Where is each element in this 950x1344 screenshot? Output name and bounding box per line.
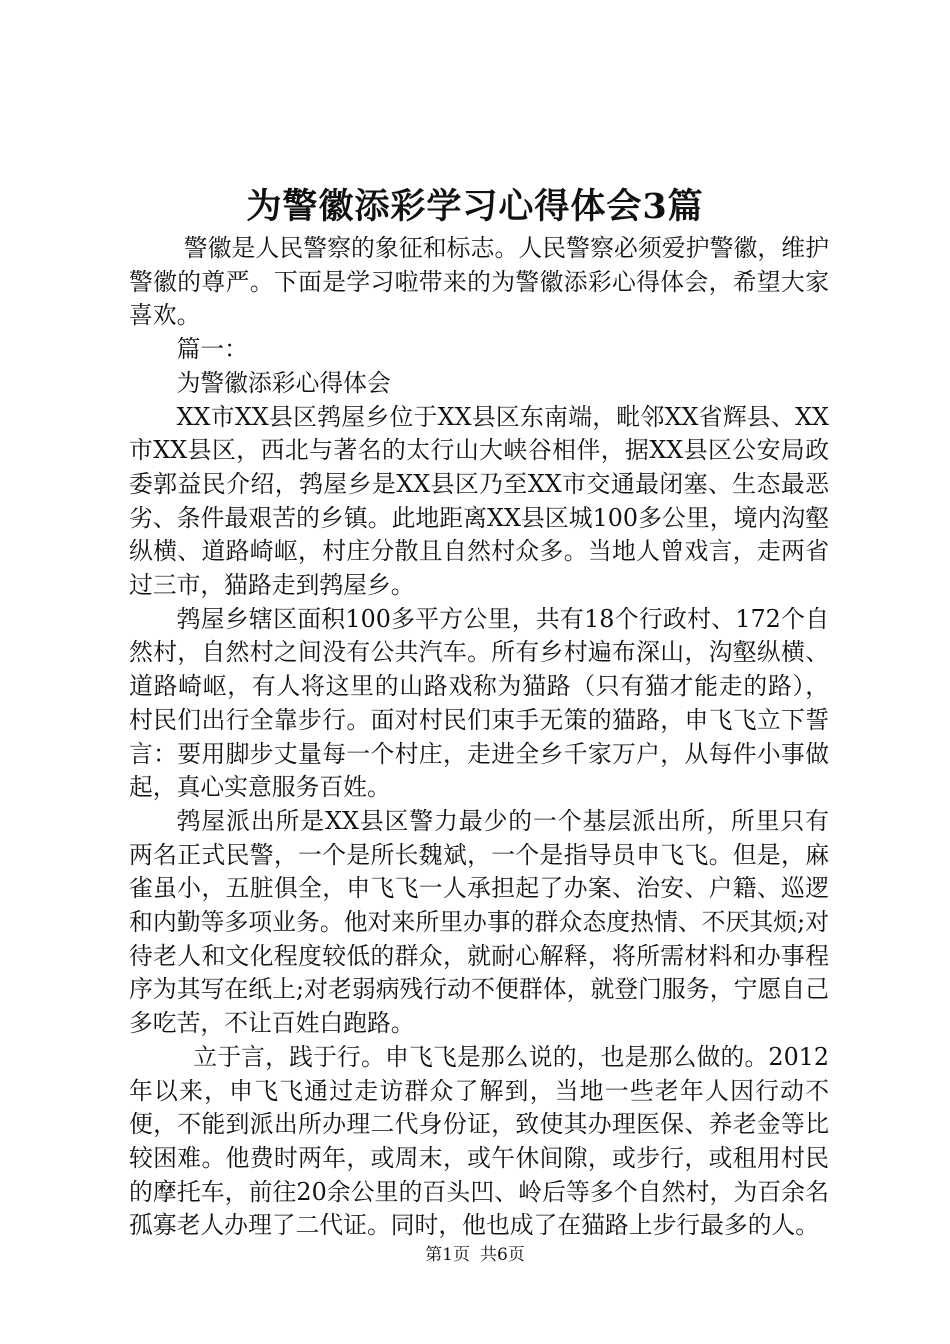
page-total: 共6页 bbox=[480, 1245, 525, 1265]
body-paragraph: XX市XX县区鹁屋乡位于XX县区东南端，毗邻XX省辉县、XX市XX县区，西北与著名的太行山大峡谷相伴，据XX县区公安局政委郭益民介绍，鹁屋乡是XX县区乃至XX市交通最闭塞、生态最恶劣、条件最艰苦的乡镇。此地距离XX县区城100多公里，境内沟壑纵横、道路崎岖，村庄分散且自然村众多。当地人曾戏言，走两省过三市，猫路走到鹁屋乡。 bbox=[129, 402, 829, 600]
document-body bbox=[129, 232, 829, 1243]
page-number: 第1页 bbox=[425, 1245, 470, 1265]
body-paragraph: 立于言，践于行。申飞飞是那么说的，也是那么做的。2012年以来，申飞飞通过走访群众了解到，当地一些老年人因行动不便，不能到派出所办理二代身份证，致使其办理医保、养老金等比较困难。他费时两年，或周末，或午休间隙，或步行，或租用村民的摩托车，前往20余公里的百头凹、岭后等多个自然村，为百余名孤寡老人办理了二代证。同时，他也成了在猫路上步行最多的人。 bbox=[129, 1042, 829, 1240]
body-paragraph: 鹁屋派出所是XX县区警力最少的一个基层派出所，所里只有两名正式民警，一个是所长魏斌，一个是指导员申飞飞。但是，麻雀虽小，五脏俱全，申飞飞一人承担起了办案、治安、户籍、巡逻和内勤等多项业务。他对来所里办事的群众态度热情、不厌其烦;对待老人和文化程度较低的群众，就耐心解释，将所需材料和办事程序为其写在纸上;对老弱病残行动不便群体，就登门服务，宁愿自己多吃苦，不让百姓白跑路。 bbox=[129, 806, 829, 1038]
intro-paragraph: 警徽是人民警察的象征和标志。人民警察必须爱护警徽，维护警徽的尊严。下面是学习啦带来的为警徽添彩心得体会，希望大家喜欢。 bbox=[129, 234, 829, 330]
document-title: 为警徽添彩学习心得体会3篇 bbox=[246, 186, 704, 227]
section-label: 篇一： bbox=[176, 335, 248, 364]
page-footer bbox=[0, 1243, 950, 1267]
body-paragraph: 鹁屋乡辖区面积100多平方公里，共有18个行政村、172个自然村，自然村之间没有公共汽车。所有乡村遍布深山，沟壑纵横、道路崎岖，有人将这里的山路戏称为猫路（只有猫才能走的路），村民们出行全靠步行。面对村民们束手无策的猫路，申飞飞立下誓言：要用脚步丈量每一个村庄，走进全乡千家万户，从每件小事做起，真心实意服务百姓。 bbox=[129, 604, 829, 802]
section-heading: 为警徽添彩心得体会 bbox=[176, 368, 391, 397]
